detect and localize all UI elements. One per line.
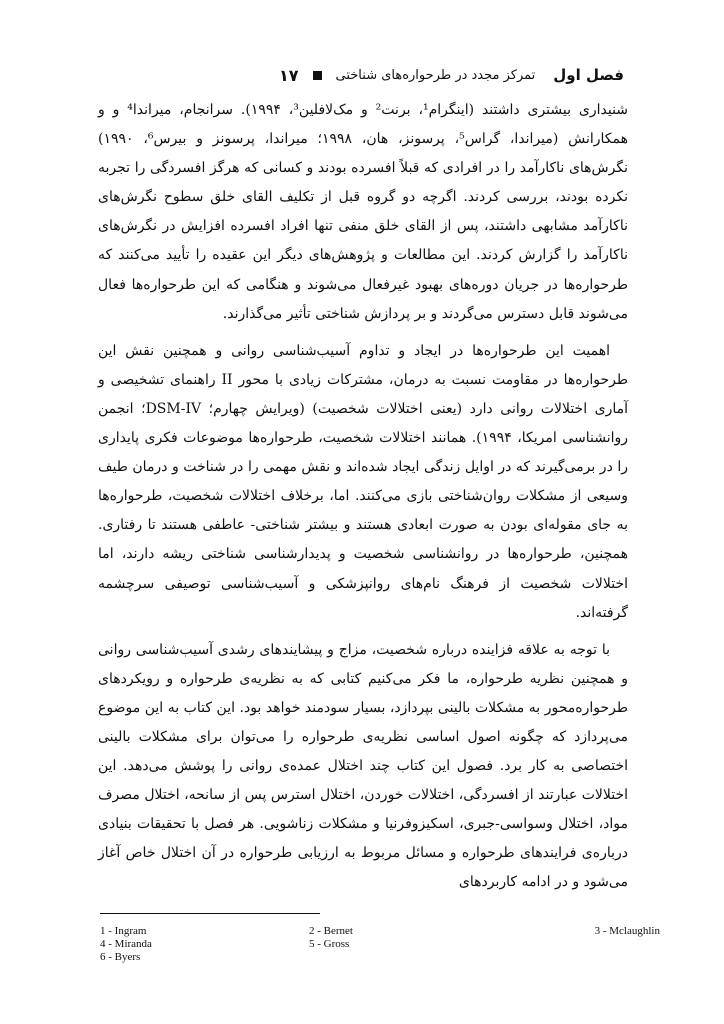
paragraph-3: با توجه به علاقه فزاینده درباره شخصیت، مزاج و پیشایندهای رشدی آسیب‌شناسی روانی و همچنین نظریه طرحواره، ما فکر می‌کنیم کتابی که به نظریه‌ی طرحواره و رویکردهای طرحواره‌محور به مشکلات بالینی بپردازد، بسیار سودمند خواهد بود. این کتاب به این موضوع می‌پردازد که چگونه اصول اساسی نظریه‌ی طرحواره را می‌توان برای مشکلات بالینی اختصاصی به کار برد. فصول این کتاب چند اختلال عمده‌ی روانی را پوشش می‌دهد. این اختلالات عبارتند از افسردگی، اختلالات خوردن، اختلال استرس پس از سانحه، اختلال مصرف مواد، اختلال وسواسی-جبری، اسکیزوفرنیا و مشکلات زناشویی. هر فصل با تحقیقات بنیادی درباره‌ی فرایندهای طرحواره و مسائل مربوط به ارزیابی طرحواره در آن اختلال خاص آغاز می‌شود و در ادامه کاربردهای <box>98 641 628 891</box>
footnote-item: 4 - Miranda <box>100 938 152 950</box>
footnote-item <box>518 951 660 964</box>
paragraph-2: اهمیت این طرحواره‌ها در ایجاد و تداوم آسیب‌شناسی روانی و همچنین نقش این طرحواره‌ها در مقاومت نسبت به درمان، مشترکات زیادی با محور II راهنمای تشخیصی و آماری اختلالات روانی دارد (یعنی اختلالات شخصیت) (ویرایش چهارم؛ DSM-IV؛ انجمن روانشناسی امریکا، ۱۹۹۴). همانند اختلالات شخصیت، طرحواره‌ها موضوعات فکری پایداری را در برمی‌گیرند که در اوایل زندگی ایجاد شده‌اند و نقش مهمی را در شناخت و درمان طیف وسیعی از مشکلات روان‌شناختی بازی می‌کنند. اما، برخلاف اختلالات شخصیت، طرحواره‌ها به جای مقوله‌ای بودن به صورت ابعادی هستند و بیشتر شناختی- عاطفی هستند تا رفتاری. همچنین، طرحواره‌ها در روانشناسی شخصیت و پدیدارشناسی شناختی ریشه دارند، اما اختلالات شخصیت از فرهنگ نام‌های روانپزشکی و آسیب‌شناسی توصیفی سرچشمه گرفته‌اند. <box>98 342 628 621</box>
footnote-item <box>518 938 660 951</box>
page-number: ۱۷ <box>278 65 299 85</box>
footnote-row <box>100 925 660 938</box>
footnote-item <box>309 951 518 964</box>
footnote-item: 5 - Gross <box>309 938 350 950</box>
footnote-divider <box>100 913 320 914</box>
footnote-item: 1 - Ingram <box>100 925 147 937</box>
chapter-title: تمرکز مجدد در طرحواره‌های شناختی <box>335 67 536 83</box>
square-bullet-icon <box>313 71 322 80</box>
footnote-row <box>100 938 660 951</box>
footnote-item: 2 - Bernet <box>309 925 353 937</box>
footnote-item: 3 - Mclaughlin <box>594 925 660 937</box>
paragraph-1: شنیداری بیشتری داشتند (اینگرام¹، برنت² و مک‌لافلین³، ۱۹۹۴). سرانجام، میراندا⁴ و و همکارانش (میراندا، گراس⁵، پرسونز، هان، ۱۹۹۸؛ میراندا، پرسونز و بیرس⁶، ۱۹۹۰) نگرش‌های ناکارآمد را در افرادی که قبلاً افسرده بودند و کسانی که هرگز افسردگی را تجربه نکرده بودند، بررسی کردند. اگرچه دو گروه قبل از تکلیف القای خلق سطوح نگرش‌های ناکارآمد مشابهی داشتند، پس از القای خلق منفی تنها افراد افسرده افزایش در نگرش‌های ناکارآمد را گزارش کردند. این مطالعات و پژوهش‌های دیگر این عقیده را تأیید می‌کنند که طرحواره‌ها در جریان دوره‌های بهبود غیرفعال می‌شوند و هنگامی که این طرحواره‌ها فعال می‌شوند قابل دسترس می‌گردند و بر پردازش شناختی تأثیر می‌گذارند. <box>98 102 629 322</box>
chapter-label: فصل اول <box>553 66 624 84</box>
footnotes <box>100 925 660 964</box>
footnote-row <box>100 951 660 964</box>
body-text <box>98 96 628 906</box>
footnote-item: 6 - Byers <box>100 951 141 963</box>
running-header <box>100 62 624 88</box>
